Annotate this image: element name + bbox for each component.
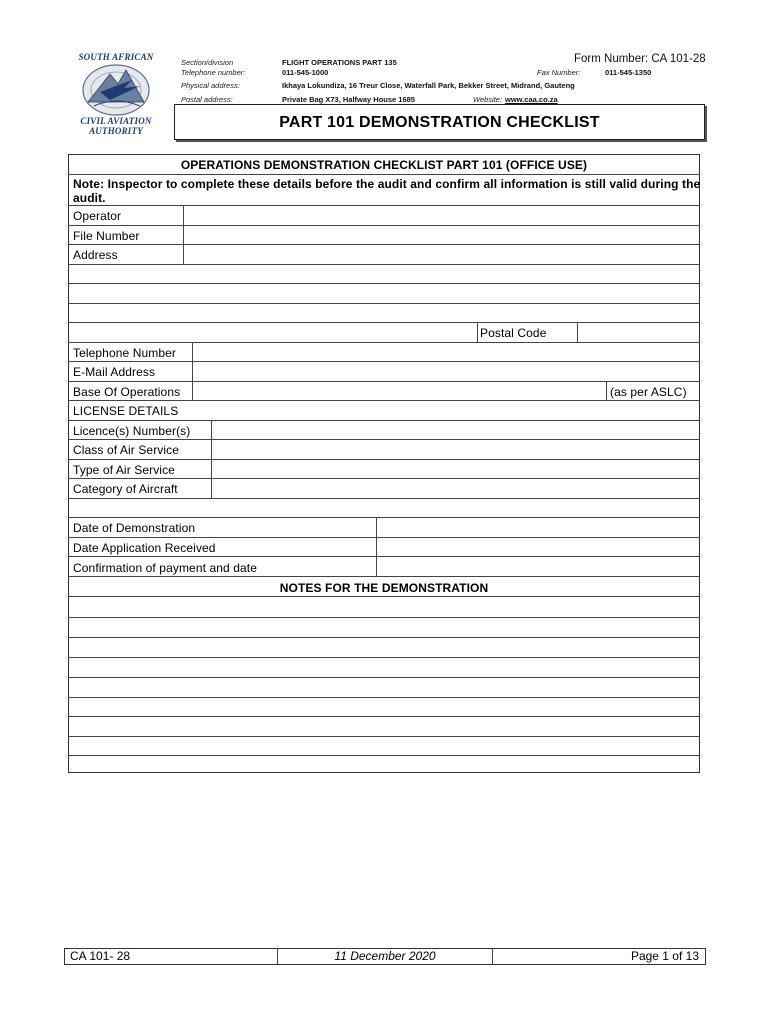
physical-address-label: Physical address: xyxy=(181,81,240,90)
telephone-value: 011-545-1000 xyxy=(282,68,329,77)
caa-logo-icon xyxy=(80,62,152,118)
section-title: OPERATIONS DEMONSTRATION CHECKLIST PART 101 (OFFICE USE) xyxy=(180,158,588,172)
telephone-number-field[interactable] xyxy=(194,343,699,361)
footer-page-number: Page 1 of 13 xyxy=(630,949,699,963)
date-application-received-label: Date Application Received xyxy=(73,541,216,555)
title-box xyxy=(174,104,705,140)
address-field[interactable] xyxy=(185,245,699,263)
address-label: Address xyxy=(73,248,118,262)
notes-heading: NOTES FOR THE DEMONSTRATION xyxy=(279,581,489,595)
email-field[interactable] xyxy=(194,362,699,380)
file-number-field[interactable] xyxy=(185,226,699,244)
type-of-air-service-label: Type of Air Service xyxy=(73,463,175,477)
section-label: Section/division xyxy=(181,58,234,67)
fax-value: 011-545-1350 xyxy=(605,68,652,77)
form-number: Form Number: CA 101-28 xyxy=(574,53,706,65)
base-of-operations-field[interactable] xyxy=(194,382,604,400)
telephone-number-label: Telephone Number xyxy=(73,346,176,360)
category-of-aircraft-label: Category of Aircraft xyxy=(73,482,178,496)
postal-code-label: Postal Code xyxy=(480,326,547,340)
class-of-air-service-field[interactable] xyxy=(213,440,699,458)
footer-form-code: CA 101- 28 xyxy=(70,949,131,963)
website-label: Website: xyxy=(473,95,503,104)
address-continuation-fields[interactable] xyxy=(69,265,699,322)
page-footer xyxy=(64,948,706,965)
licence-numbers-label: Licence(s) Number(s) xyxy=(73,424,191,438)
license-details-heading: LICENSE DETAILS xyxy=(73,404,179,418)
logo-text-top: SOUTH AFRICAN xyxy=(78,52,154,62)
page-title: PART 101 DEMONSTRATION CHECKLIST xyxy=(279,114,600,131)
logo-text-bottom xyxy=(66,116,166,136)
section-value: FLIGHT OPERATIONS PART 135 xyxy=(282,58,397,67)
physical-address-value: Ikhaya Lokundiza, 16 Treur Close, Waterfall Park, Bekker Street, Midrand, Gauteng xyxy=(282,81,575,90)
footer-date: 11 December 2020 xyxy=(334,949,436,963)
logo-text-bottom-line2: AUTHORITY xyxy=(89,126,143,136)
confirmation-payment-field[interactable] xyxy=(378,557,699,575)
file-number-label: File Number xyxy=(73,229,140,243)
class-of-air-service-label: Class of Air Service xyxy=(73,443,180,457)
postal-code-field[interactable] xyxy=(579,323,699,341)
note-line-1: Note: Inspector to complete these details before the audit and confirm all information is still valid during the xyxy=(73,177,701,191)
date-of-demonstration-field[interactable] xyxy=(378,518,699,536)
base-of-operations-label: Base Of Operations xyxy=(73,385,181,399)
date-application-received-field[interactable] xyxy=(378,538,699,556)
telephone-label: Telephone number: xyxy=(181,68,246,77)
as-per-aslc-label: (as per ASLC) xyxy=(610,385,687,399)
logo-text-bottom-line1: CIVIL AVIATION xyxy=(80,116,152,126)
fax-label: Fax Number: xyxy=(537,68,581,77)
note-line-2: audit. xyxy=(73,191,106,205)
email-label: E-Mail Address xyxy=(73,365,156,379)
checklist-table xyxy=(68,154,700,773)
postal-address-label: Postal address: xyxy=(181,95,233,104)
type-of-air-service-field[interactable] xyxy=(213,460,699,478)
licence-numbers-field[interactable] xyxy=(213,421,699,439)
operator-label: Operator xyxy=(73,209,122,223)
confirmation-payment-label: Confirmation of payment and date xyxy=(73,561,257,575)
postal-address-value: Private Bag X73, Halfway House 1685 xyxy=(282,95,415,104)
category-of-aircraft-field[interactable] xyxy=(213,479,699,497)
operator-field[interactable] xyxy=(185,206,699,224)
website-link[interactable]: www.caa.co.za xyxy=(505,95,558,104)
date-of-demonstration-label: Date of Demonstration xyxy=(73,521,196,535)
notes-field[interactable] xyxy=(69,598,699,772)
